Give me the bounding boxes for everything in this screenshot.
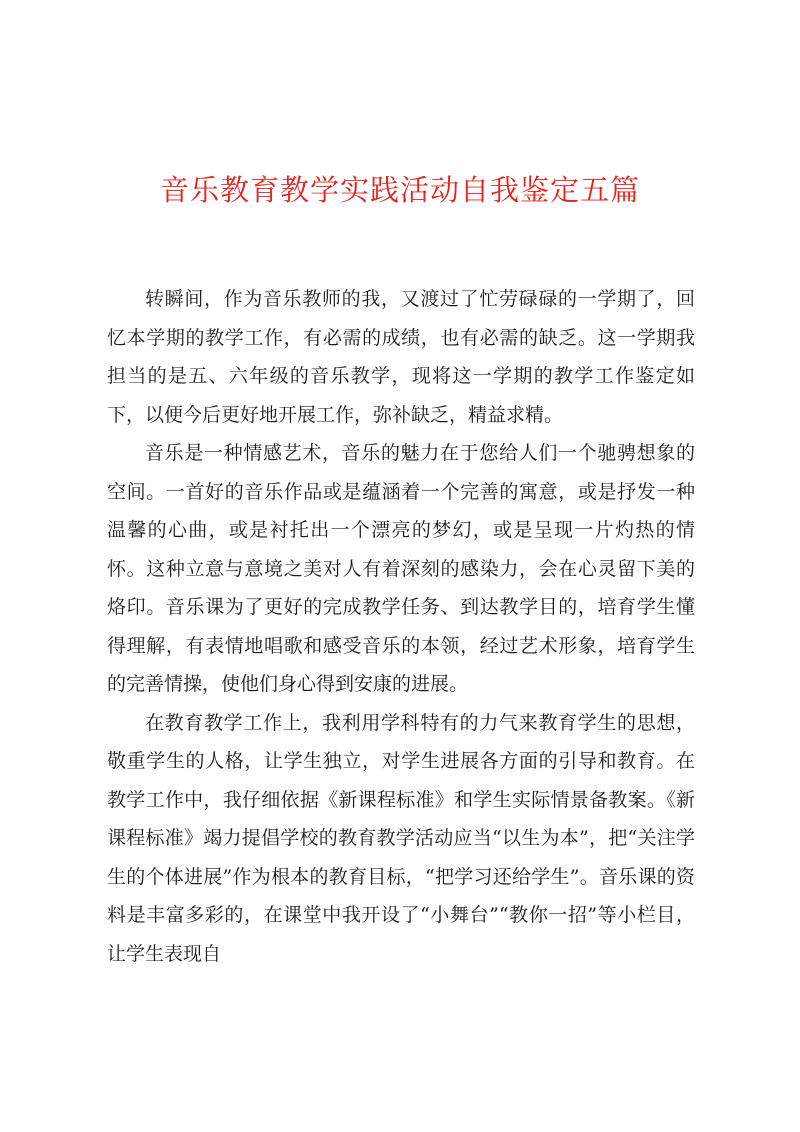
- paragraph-1: 转瞬间，作为音乐教师的我，又渡过了忙劳碌碌的一学期了，回忆本学期的教学工作，有必需的成绩，也有必需的缺乏。这一学期我担当的是五、六年级的音乐教学，现将这一学期的教学工作鉴定如下，以便今后更好地开展工作，弥补缺乏，精益求精。: [107, 288, 695, 426]
- paragraph-2: 音乐是一种情感艺术，音乐的魅力在于您给人们一个驰骋想象的空间。一首好的音乐作品或是蕴涵着一个完善的寓意，或是抒发一种温馨的心曲，或是衬托出一个漂亮的梦幻，或是呈现一片灼热的情怀。这种立意与意境之美对人有着深刻的感染力，会在心灵留下美的烙印。音乐课为了更好的完成教学任务、到达教学目的，培育学生懂得理解，有表情地唱歌和感受音乐的本领，经过艺术形象，培育学生的完善情操，使他们身心得到安康的进展。: [107, 442, 695, 695]
- paragraph-3: 在教育教学工作上，我利用学科特有的力气来教育学生的思想，敬重学生的人格，让学生独立，对学生进展各方面的引导和教育。在教学工作中，我仔细依据《新课程标准》和学生实际情景备教案。《新课程标准》竭力提倡学校的教育教学活动应当“以生为本”，把“关注学生的个体进展”作为根本的教育目标，“把学习还给学生”。音乐课的资料是丰富多彩的，在课堂中我开设了“小舞台”“教你一招”等小栏目，让学生表现自: [107, 711, 695, 965]
- document-title: 音乐教育教学实践活动自我鉴定五篇: [159, 173, 640, 207]
- document-body: [107, 280, 695, 973]
